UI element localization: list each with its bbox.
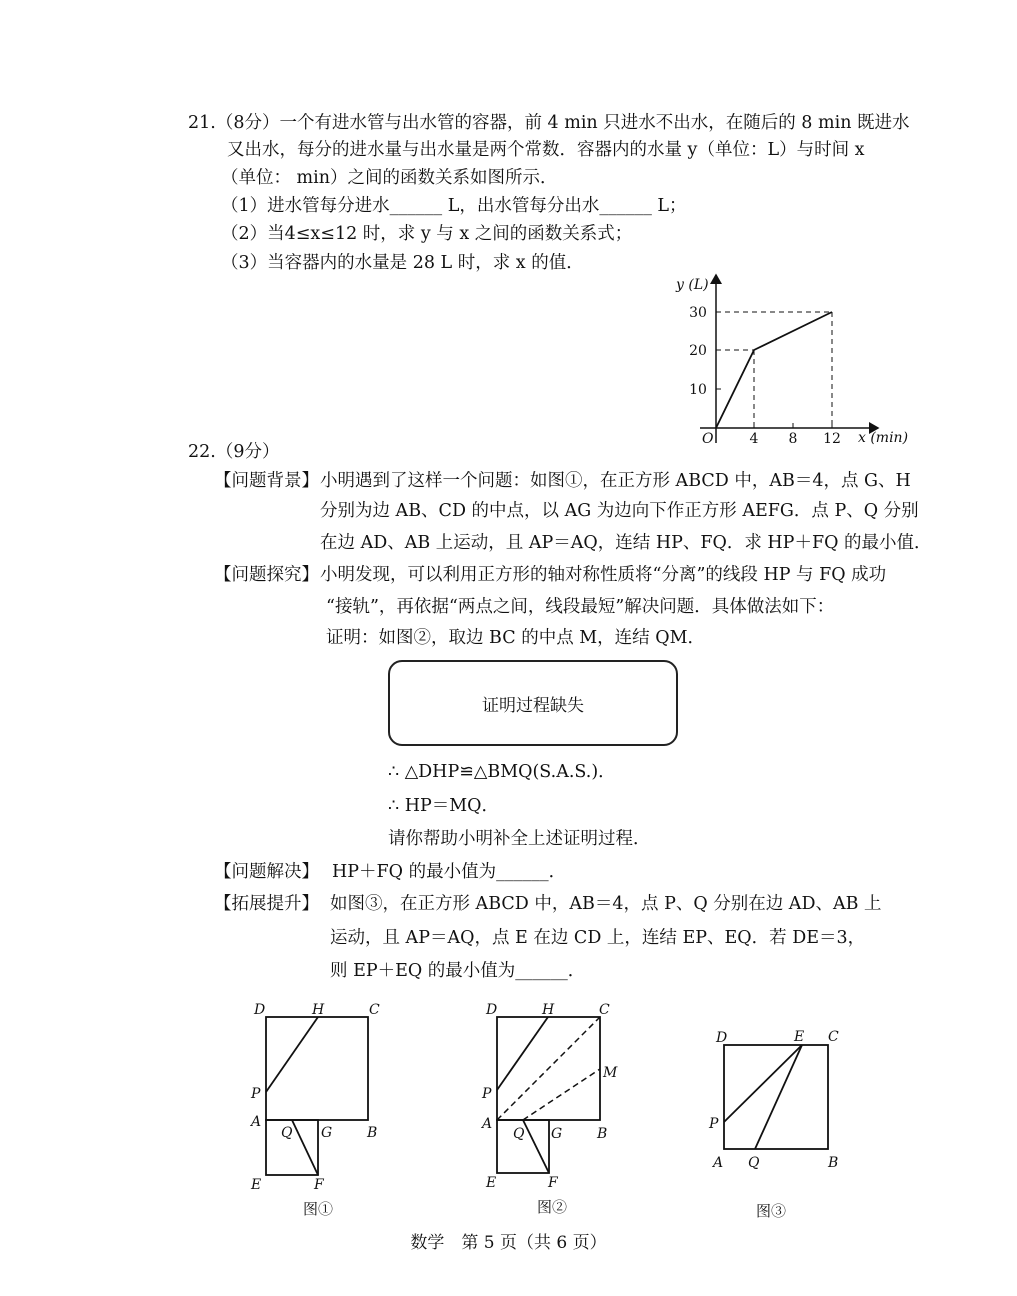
vertex-label-c: C <box>599 1002 610 1018</box>
missing-proof-box <box>388 660 678 746</box>
q22-ext-tag: 【拓展提升】 <box>214 894 319 914</box>
dashed-qm <box>523 1069 600 1120</box>
figure-1 <box>240 995 400 1195</box>
vertex-label-g: G <box>551 1126 563 1142</box>
vertex-label-e: E <box>486 1175 497 1191</box>
graph-ytick-30: 30 <box>689 305 707 321</box>
q22-ex2: “接轨”，再依据“两点之间，线段最短”解决问题．具体做法如下： <box>326 597 835 617</box>
q22-bg-tag: 【问题背景】 <box>214 471 319 491</box>
vertex-label-h: H <box>542 1002 555 1018</box>
q22-ex3: 证明：如图②，取边 BC 的中点 M，连结 QM． <box>326 628 706 648</box>
segment-eq <box>755 1045 802 1149</box>
vertex-label-q: Q <box>281 1125 293 1141</box>
graph-xtick-12: 12 <box>823 431 841 447</box>
vertex-label-h: H <box>312 1002 325 1018</box>
vertex-label-e: E <box>251 1177 262 1193</box>
q22-bg1: 小明遇到了这样一个问题：如图①，在正方形 ABCD 中，AB＝4，点 G、H <box>320 471 911 491</box>
vertex-label-q: Q <box>513 1126 525 1142</box>
vertex-label-p: P <box>709 1116 719 1132</box>
segment-ep <box>724 1045 802 1122</box>
vertex-label-p: P <box>251 1086 261 1102</box>
vertex-label-d: D <box>716 1030 728 1046</box>
graph-xtick-4: 4 <box>749 431 759 447</box>
segment-hp <box>266 1017 318 1092</box>
vertex-label-d: D <box>254 1002 266 1018</box>
q22-therefore1: ∴ △DHP≌△BMQ(S.A.S.)． <box>388 762 616 782</box>
page-footer: 数学 第 5 页（共 6 页） <box>410 1233 607 1253</box>
vertex-label-b: B <box>597 1126 608 1142</box>
figure-3 <box>700 1020 860 1180</box>
figure-2-caption: 图② <box>537 1198 568 1216</box>
missing-proof-text: 证明过程缺失 <box>482 695 584 716</box>
function-line <box>716 312 832 428</box>
q22-ext1: 如图③，在正方形 ABCD 中，AB＝4，点 P、Q 分别在边 AD、AB 上 <box>330 894 882 914</box>
graph-xtick-8: 8 <box>788 431 798 447</box>
q21-line3: （单位： min）之间的函数关系如图所示． <box>221 168 558 188</box>
q21-part3: （3）当容器内的水量是 28 L 时，求 x 的值． <box>221 253 584 273</box>
vertex-label-d: D <box>486 1002 498 1018</box>
segment-fq <box>292 1120 318 1175</box>
q21-line1: 21.（8分）一个有进水管与出水管的容器，前 4 min 只进水不出水，在随后的 8 min 既进水 <box>188 113 910 133</box>
vertex-label-b: B <box>828 1155 839 1171</box>
vertex-label-a: A <box>251 1114 262 1130</box>
q21-part1: （1）进水管每分进水______ L，出水管每分出水______ L； <box>221 196 687 216</box>
q22-bg2: 分别为边 AB、CD 的中点，以 AG 为边向下作正方形 AEFG．点 P、Q 分别 <box>320 501 919 521</box>
vertex-label-c: C <box>828 1029 839 1045</box>
function-graph <box>660 265 930 455</box>
q22-sol-tag: 【问题解决】 <box>214 862 319 882</box>
q21-part2: （2）当4≤x≤12 时，求 y 与 x 之间的函数关系式； <box>221 224 633 244</box>
q22-bg3: 在边 AD、AB 上运动，且 AP＝AQ，连结 HP、FQ．求 HP＋FQ 的最小值． <box>320 533 932 553</box>
q22-ext3: 则 EP＋EQ 的最小值为______． <box>330 961 586 981</box>
vertex-label-f: F <box>548 1175 558 1191</box>
q22-help: 请你帮助小明补全上述证明过程． <box>388 829 651 849</box>
graph-origin: O <box>702 431 714 447</box>
q22-sol: HP＋FQ 的最小值为______． <box>332 862 567 882</box>
vertex-label-b: B <box>367 1125 378 1141</box>
graph-ytick-10: 10 <box>689 382 707 398</box>
vertex-label-q: Q <box>748 1155 760 1171</box>
figure-2 <box>470 995 640 1195</box>
vertex-label-g: G <box>321 1125 333 1141</box>
vertex-label-a: A <box>482 1116 493 1132</box>
figure-3-caption: 图③ <box>756 1202 787 1220</box>
vertex-label-p: P <box>482 1086 492 1102</box>
q21-line2: 又出水，每分的进水量与出水量是两个常数．容器内的水量 y（单位：L）与时间 x <box>227 140 865 160</box>
q22-ext2: 运动，且 AP＝AQ，点 E 在边 CD 上，连结 EP、EQ．若 DE＝3， <box>330 928 866 948</box>
graph-ytick-20: 20 <box>689 343 707 359</box>
segment-hp <box>497 1017 548 1090</box>
q22-ex-tag: 【问题探究】 <box>214 565 319 585</box>
vertex-label-f: F <box>314 1177 324 1193</box>
q22-ex1: 小明发现，可以利用正方形的轴对称性质将“分离”的线段 HP 与 FQ 成功 <box>320 565 887 585</box>
graph-y-label: y (L) <box>676 277 709 293</box>
vertex-label-c: C <box>369 1002 380 1018</box>
segment-fq <box>523 1120 549 1173</box>
vertex-label-m: M <box>603 1065 618 1081</box>
vertex-label-e: E <box>794 1029 805 1045</box>
vertex-label-a: A <box>713 1155 724 1171</box>
figure-1-caption: 图① <box>303 1200 334 1218</box>
q22-therefore2: ∴ HP＝MQ． <box>388 796 499 816</box>
graph-x-label: x (min) <box>858 430 909 446</box>
q22-header: 22.（9分） <box>188 442 280 462</box>
